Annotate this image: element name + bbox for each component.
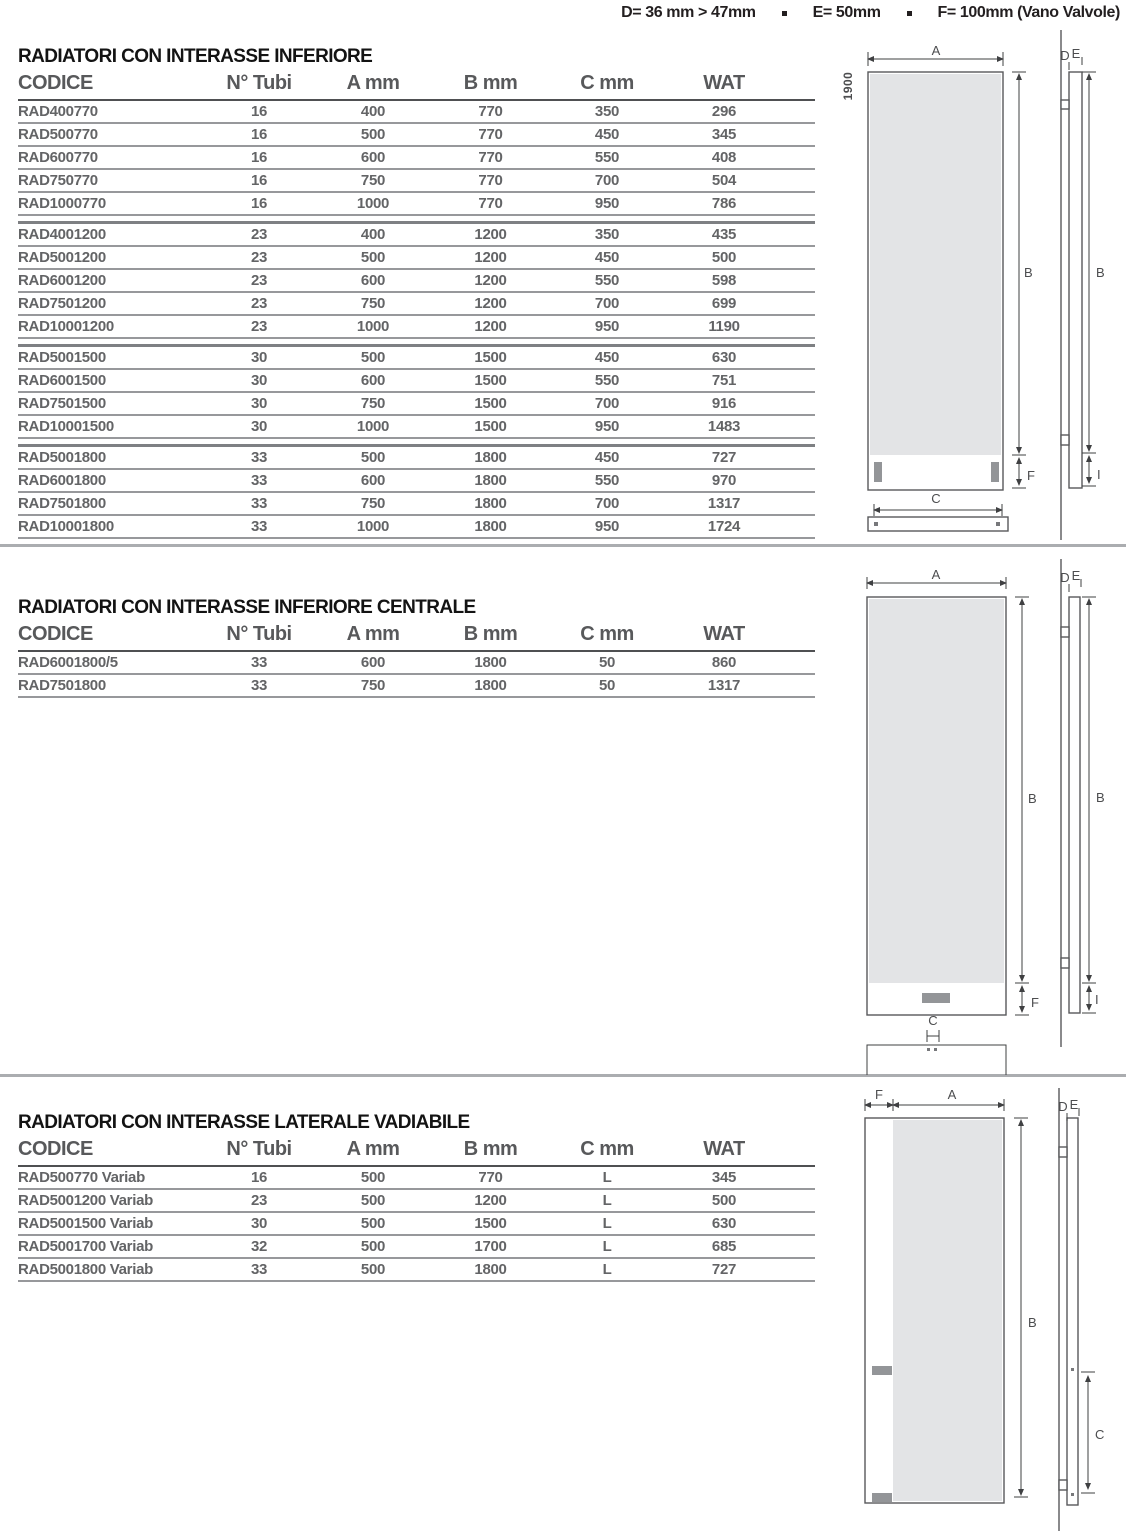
table-cell: 770 (478, 103, 503, 120)
table-row (18, 147, 815, 170)
table-cell: 500 (711, 249, 737, 266)
cell-codice: RAD6001800 (18, 472, 106, 489)
table-cell: 550 (594, 372, 620, 389)
table-body (18, 101, 815, 539)
radiator-heated-area (870, 74, 1001, 455)
table-row (18, 1190, 815, 1213)
table-cell: 33 (250, 449, 268, 466)
mount-hole (874, 522, 878, 526)
cell-codice: RAD10001500 (18, 418, 114, 435)
connection-point (1071, 1493, 1074, 1496)
dim-label-d: D (1058, 1099, 1068, 1114)
table-row (18, 193, 815, 216)
table-section-interasse-inferiore-centrale (18, 597, 815, 698)
wall-bracket (1059, 1147, 1067, 1157)
table-cell: 50 (598, 677, 616, 694)
legend-bullet-icon (907, 11, 912, 16)
cell-codice: RAD7501200 (18, 295, 106, 312)
cell-codice: RAD500770 Variab (18, 1169, 145, 1186)
cell-codice: RAD6001800/5 (18, 654, 118, 671)
table-cell: 598 (711, 272, 737, 289)
legend-item-e: E= 50mm (812, 4, 881, 21)
column-header: C mm (580, 72, 634, 94)
dim-label-f: F (1027, 468, 1035, 483)
table-cell: 33 (250, 654, 268, 671)
dim-label-c: C (1095, 1427, 1105, 1442)
table-cell: 1000 (356, 318, 390, 335)
table-cell: 16 (250, 172, 268, 189)
table-cell: 500 (360, 449, 386, 466)
legend-item-f: F= 100mm (Vano Valvole) (937, 4, 1120, 21)
table-cell: 23 (250, 272, 268, 289)
radiator-heated-area (893, 1120, 1002, 1501)
table-cell: L (602, 1261, 612, 1278)
column-header: A mm (346, 72, 400, 94)
table-row (18, 293, 815, 316)
diagram-interasse-inferiore-centrale (840, 556, 1126, 1075)
table-group (18, 101, 815, 216)
radiator-side-profile (1069, 72, 1082, 488)
table-row (18, 416, 815, 439)
table-title: RADIATORI CON INTERASSE INFERIORE (18, 46, 373, 67)
table-cell: 630 (711, 349, 737, 366)
legend-item-d: D= 36 mm > 47mm (621, 4, 756, 21)
table-cell: 500 (360, 126, 386, 143)
cell-codice: RAD400770 (18, 103, 98, 120)
table-cell: 435 (711, 226, 737, 243)
table-cell: 950 (594, 418, 620, 435)
table-cell: 1000 (356, 195, 390, 212)
mount-hole (996, 522, 1000, 526)
table-cell: 600 (360, 654, 386, 671)
table-row (18, 247, 815, 270)
table-cell: 16 (250, 195, 268, 212)
table-section-interasse-inferiore (18, 46, 815, 539)
dim-label-b: B (1024, 265, 1033, 280)
dim-label-e: E (1071, 568, 1081, 583)
column-header: WAT (703, 72, 745, 94)
table-cell: L (602, 1169, 612, 1186)
cell-codice: RAD7501500 (18, 395, 106, 412)
table-cell: 16 (250, 126, 268, 143)
table-cell: 950 (594, 318, 620, 335)
table-cell: 970 (711, 472, 737, 489)
table-cell: 30 (250, 418, 268, 435)
table-cell: 32 (250, 1238, 268, 1255)
table-cell: 770 (478, 172, 503, 189)
table-cell: 16 (250, 1169, 268, 1186)
valve-slot-upper (872, 1366, 892, 1375)
table-cell: 1500 (474, 418, 507, 435)
table-cell: 30 (250, 1215, 268, 1232)
dim-label-d: D (1060, 48, 1070, 63)
dim-label-b: B (1096, 790, 1105, 805)
table-cell: 600 (360, 472, 386, 489)
dim-label-a: A (931, 43, 941, 58)
dim-label-f: F (875, 1087, 883, 1102)
table-cell: 504 (711, 172, 737, 189)
cell-codice: RAD5001200 Variab (18, 1192, 153, 1209)
dim-label-d: D (1060, 570, 1070, 585)
table-group (18, 221, 815, 339)
wall-bracket (1061, 435, 1069, 445)
table-cell: 23 (250, 295, 268, 312)
table-cell: 350 (594, 226, 620, 243)
table-cell: 700 (594, 495, 620, 512)
cell-codice: RAD500770 (18, 126, 98, 143)
table-row (18, 270, 815, 293)
table-cell: 1200 (474, 318, 507, 335)
valve-slot-right (991, 462, 999, 482)
table-cell: 1200 (474, 272, 507, 289)
table-cell: 700 (594, 295, 620, 312)
table-cell: 1000 (356, 418, 390, 435)
dim-label-height: 1900 (841, 71, 855, 101)
table-header-row (18, 1138, 815, 1167)
connection-point (1071, 1368, 1074, 1371)
table-cell: 700 (594, 395, 620, 412)
table-group (18, 344, 815, 439)
table-cell: 450 (594, 349, 620, 366)
table-cell: 500 (360, 1192, 386, 1209)
column-header: CODICE (18, 623, 93, 645)
table-cell: 30 (250, 372, 268, 389)
table-row (18, 470, 815, 493)
table-cell: L (602, 1238, 612, 1255)
table-cell: 1800 (474, 1261, 507, 1278)
dim-label-c: C (931, 491, 941, 506)
wall-bracket (1061, 100, 1069, 109)
table-cell: 1800 (474, 654, 507, 671)
table-cell: 1190 (708, 318, 740, 335)
table-row (18, 1236, 815, 1259)
table-cell: 1500 (474, 372, 507, 389)
table-cell: 500 (360, 349, 386, 366)
table-group (18, 652, 815, 698)
table-cell: 750 (360, 395, 386, 412)
table-cell: 1800 (474, 449, 507, 466)
table-body (18, 1167, 815, 1282)
table-row (18, 224, 815, 247)
dim-label-i: I (1097, 467, 1101, 482)
cell-codice: RAD5001500 (18, 349, 106, 366)
dim-label-b: B (1096, 265, 1105, 280)
table-cell: L (602, 1215, 612, 1232)
table-cell: 1800 (474, 495, 507, 512)
table-row (18, 370, 815, 393)
cell-codice: RAD600770 (18, 149, 98, 166)
table-cell: 16 (250, 103, 268, 120)
column-header: C mm (580, 1138, 634, 1160)
table-cell: 550 (594, 149, 620, 166)
mount-hole (934, 1048, 937, 1051)
table-cell: 33 (250, 472, 268, 489)
table-header-row (18, 72, 815, 101)
table-cell: 950 (594, 195, 620, 212)
column-header: A mm (346, 1138, 400, 1160)
table-cell: 500 (360, 1215, 386, 1232)
table-cell: 950 (594, 518, 620, 535)
table-cell: 500 (711, 1192, 737, 1209)
table-cell: 1317 (707, 677, 741, 694)
table-cell: 770 (478, 126, 503, 143)
table-cell: 16 (250, 149, 268, 166)
table-cell: 1500 (474, 349, 507, 366)
table-cell: 727 (711, 1261, 737, 1278)
table-cell: 23 (250, 226, 268, 243)
table-cell: 345 (711, 1169, 737, 1186)
dim-label-e: E (1071, 46, 1081, 61)
table-group (18, 1167, 815, 1282)
dim-label-i: I (1095, 992, 1099, 1007)
diagram-interasse-inferiore (830, 28, 1126, 545)
table-cell: 750 (360, 495, 386, 512)
table-cell: 33 (250, 495, 268, 512)
wall-bracket (1061, 627, 1069, 637)
table-row (18, 516, 815, 539)
cell-codice: RAD6001500 (18, 372, 106, 389)
dim-label-c: C (928, 1013, 938, 1028)
table-row (18, 347, 815, 370)
table-cell: 630 (711, 1215, 737, 1232)
cell-codice: RAD1000770 (18, 195, 106, 212)
table-cell: 500 (360, 1238, 386, 1255)
column-header: N° Tubi (226, 1138, 292, 1160)
table-header-row (18, 623, 815, 652)
table-row (18, 1213, 815, 1236)
table-cell: 30 (250, 395, 268, 412)
table-cell: 1200 (474, 295, 507, 312)
radiator-heated-area (869, 599, 1004, 983)
table-cell: 450 (594, 126, 620, 143)
table-cell: 1200 (474, 249, 507, 266)
cell-codice: RAD7501800 (18, 495, 106, 512)
table-row (18, 124, 815, 147)
cell-codice: RAD4001200 (18, 226, 106, 243)
mount-hole (927, 1048, 930, 1051)
column-header: WAT (703, 623, 745, 645)
table-cell: 1800 (474, 472, 507, 489)
table-cell: 751 (711, 372, 737, 389)
radiator-side-profile (1067, 1118, 1078, 1505)
table-cell: L (602, 1192, 612, 1209)
table-cell: 500 (360, 1261, 386, 1278)
table-cell: 450 (594, 249, 620, 266)
table-cell: 600 (360, 149, 386, 166)
valve-slot-left (874, 462, 882, 482)
table-body (18, 652, 815, 698)
table-cell: 786 (711, 195, 737, 212)
cell-codice: RAD5001200 (18, 249, 106, 266)
cell-codice: RAD10001800 (18, 518, 114, 535)
table-cell: 699 (711, 295, 737, 312)
table-cell: 1317 (707, 495, 741, 512)
dimension-legend (621, 4, 1120, 22)
table-cell: 550 (594, 472, 620, 489)
column-header: N° Tubi (226, 623, 292, 645)
table-title: RADIATORI CON INTERASSE INFERIORE CENTRALE (18, 597, 476, 618)
table-cell: 700 (594, 172, 620, 189)
table-row (18, 316, 815, 339)
table-cell: 33 (250, 677, 268, 694)
column-header: CODICE (18, 72, 93, 94)
diagram-interasse-laterale-variabile (840, 1085, 1126, 1531)
cell-codice: RAD5001800 (18, 449, 106, 466)
cell-codice: RAD10001200 (18, 318, 114, 335)
mounting-bar (868, 517, 1008, 531)
table-cell: 860 (711, 654, 737, 671)
table-group (18, 444, 815, 539)
table-section-interasse-laterale-variabile (18, 1112, 815, 1282)
table-cell: 23 (250, 1192, 268, 1209)
table-cell: 1200 (474, 226, 507, 243)
table-cell: 296 (711, 103, 737, 120)
cell-codice: RAD750770 (18, 172, 98, 189)
table-cell: 750 (360, 295, 386, 312)
table-row (18, 170, 815, 193)
table-cell: 1724 (707, 518, 741, 535)
cell-codice: RAD5001700 Variab (18, 1238, 153, 1255)
column-header: B mm (463, 623, 518, 645)
table-cell: 450 (594, 449, 620, 466)
table-cell: 600 (360, 272, 386, 289)
table-cell: 408 (711, 149, 737, 166)
table-cell: 770 (478, 1169, 503, 1186)
table-cell: 345 (711, 126, 737, 143)
table-row (18, 675, 815, 698)
table-cell: 50 (598, 654, 616, 671)
table-cell: 1000 (356, 518, 390, 535)
column-header: A mm (346, 623, 400, 645)
dim-label-a: A (947, 1087, 957, 1102)
cell-codice: RAD5001800 Variab (18, 1261, 153, 1278)
table-cell: 1500 (474, 395, 507, 412)
column-header: N° Tubi (226, 72, 292, 94)
table-cell: 727 (711, 449, 737, 466)
dim-label-e: E (1069, 1097, 1079, 1112)
table-row (18, 1167, 815, 1190)
dim-label-b: B (1028, 791, 1037, 806)
column-header: C mm (580, 623, 634, 645)
cell-codice: RAD5001500 Variab (18, 1215, 153, 1232)
dim-label-f: F (1031, 995, 1039, 1010)
table-cell: 1800 (474, 518, 507, 535)
table-cell: 23 (250, 318, 268, 335)
cell-codice: RAD6001200 (18, 272, 106, 289)
valve-slot-lower (872, 1493, 892, 1502)
cell-codice: RAD7501800 (18, 677, 106, 694)
table-row (18, 652, 815, 675)
table-cell: 550 (594, 272, 620, 289)
valve-slot-center (922, 993, 950, 1003)
table-cell: 770 (478, 149, 503, 166)
table-cell: 23 (250, 249, 268, 266)
table-cell: 1483 (707, 418, 741, 435)
table-cell: 33 (250, 1261, 268, 1278)
column-header: B mm (463, 72, 518, 94)
table-row (18, 1259, 815, 1282)
table-cell: 400 (360, 226, 386, 243)
table-cell: 400 (360, 103, 386, 120)
dim-label-a: A (931, 567, 941, 582)
table-cell: 770 (478, 195, 503, 212)
wall-bracket (1061, 958, 1069, 968)
column-header: B mm (463, 1138, 518, 1160)
table-row (18, 493, 815, 516)
table-cell: 1500 (474, 1215, 507, 1232)
table-cell: 500 (360, 1169, 386, 1186)
column-header: WAT (703, 1138, 745, 1160)
table-cell: 33 (250, 518, 268, 535)
wall-bracket (1059, 1480, 1067, 1490)
table-cell: 750 (360, 677, 386, 694)
table-cell: 685 (711, 1238, 737, 1255)
table-cell: 30 (250, 349, 268, 366)
table-cell: 750 (360, 172, 386, 189)
table-cell: 1800 (474, 677, 507, 694)
table-row (18, 447, 815, 470)
table-cell: 600 (360, 372, 386, 389)
table-cell: 1200 (474, 1192, 507, 1209)
table-cell: 350 (594, 103, 620, 120)
table-cell: 1700 (474, 1238, 507, 1255)
table-row (18, 101, 815, 124)
dim-label-b: B (1028, 1315, 1037, 1330)
table-row (18, 393, 815, 416)
table-cell: 916 (711, 395, 737, 412)
legend-bullet-icon (782, 11, 787, 16)
radiator-side-profile (1069, 597, 1080, 1013)
column-header: CODICE (18, 1138, 93, 1160)
table-title: RADIATORI CON INTERASSE LATERALE VADIABILE (18, 1112, 470, 1133)
table-cell: 500 (360, 249, 386, 266)
